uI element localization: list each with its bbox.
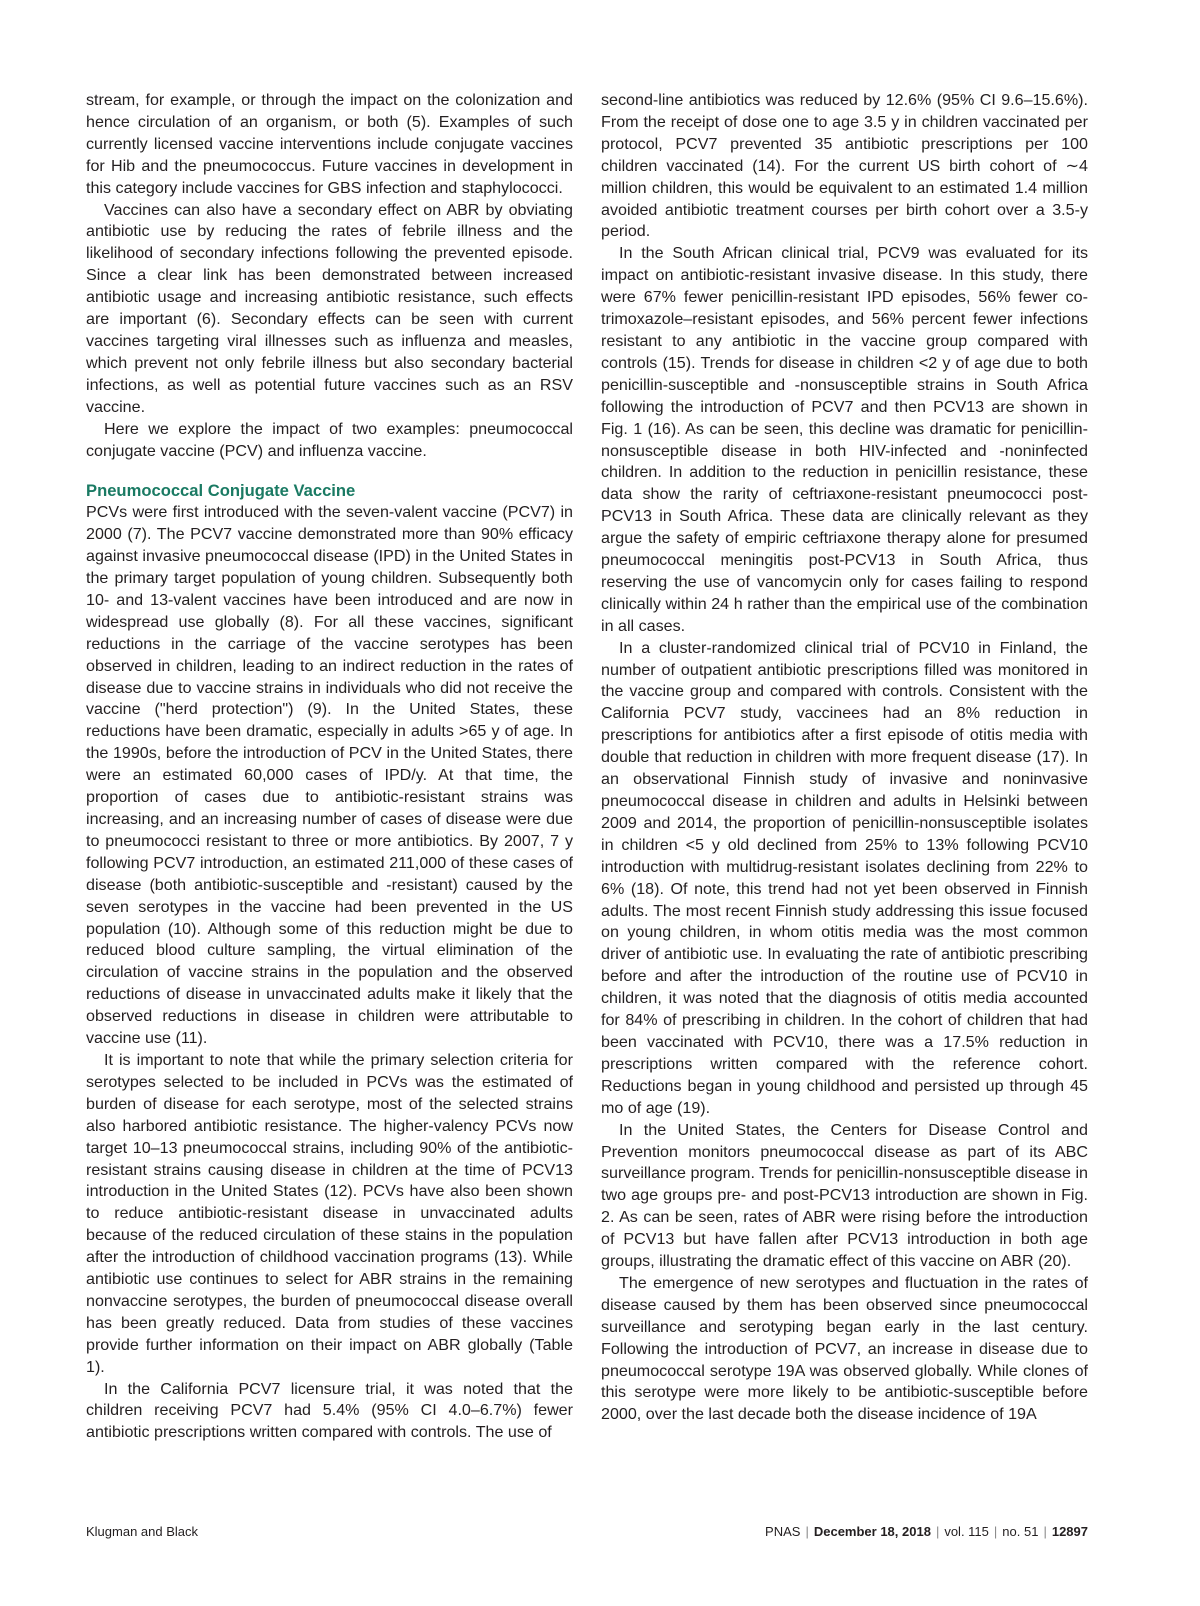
left-column [86, 90, 573, 1444]
paragraph: In the California PCV7 licensure trial, it was noted that the children receiving PCV7 had 5.4% (95% CI 4.0–6.7%) fewer antibiotic prescriptions written compared with controls. The use of [86, 1379, 573, 1442]
paragraph: Here we explore the impact of two examples: pneumococcal conjugate vaccine (PCV) and influenza vaccine. [86, 419, 573, 460]
issue-date: December 18, 2018 [813, 1524, 931, 1539]
paragraph: In the South African clinical trial, PCV9 was evaluated for its impact on antibiotic-resistant invasive disease. In this study, there were 67% fewer penicillin-resistant IPD episodes, 56% fewer co-trimoxazole–resistant episodes, and 56% percent fewer infections resistant to any antibiotic in the vaccine group compared with controls (15). Trends for disease in children <2 y of age due to both penicillin-susceptible and -nonsusceptible strains in South Africa following the introduction of PCV7 and then PCV13 are shown in Fig. 1 (16). As can be seen, this decline was dramatic for penicillin-nonsusceptible disease in both HIV-infected and -noninfected children. In addition to the reduction in penicillin resistance, these data show the rarity of ceftriaxone-resistant pneumococci post-PCV13 in South Africa. These data are clinically relevant as they argue the safety of empiric ceftriaxone therapy alone for presumed pneumococcal meningitis post-PCV13 in South Africa, thus reserving the use of vancomycin only for cases failing to respond clinically within 24 h rather than the empirical use of the combination in all cases. [601, 244, 1088, 635]
footer-citation [765, 1522, 1088, 1542]
volume: vol. 115 [944, 1524, 989, 1539]
page-number: 12897 [1051, 1524, 1088, 1539]
separator: | [805, 1524, 809, 1539]
separator: | [935, 1524, 940, 1539]
paragraph: The emergence of new serotypes and fluctuation in the rates of disease caused by them has been observed since pneumococcal surveillance and serotyping began early in the last century. Following the introduction of PCV7, an increase in disease due to pneumococcal serotype 19A was observed globally. While clones of this serotype were more likely to be antibiotic-susceptible before 2000, over the last decade both the disease incidence of 19A [601, 1273, 1088, 1424]
paragraph: Vaccines can also have a secondary effect on ABR by obviating antibiotic use by reducing the rates of febrile illness and the likelihood of secondary infections following the prevented episode. Since a clear link has been demonstrated between increased antibiotic usage and increasing antibiotic resistance, such effects are important (6). Secondary effects can be seen with current vaccines targeting viral illnesses such as influenza and measles, which prevent not only febrile illness but also secondary bacterial infections, as well as potential future vaccines such as an RSV vaccine. [86, 200, 573, 416]
footer-authors: Klugman and Black [86, 1524, 199, 1539]
separator: | [993, 1524, 998, 1539]
page-footer [86, 1522, 1088, 1542]
separator: | [1043, 1524, 1047, 1539]
issue-number: no. 51 [1002, 1524, 1039, 1539]
paragraph: stream, for example, or through the impact on the colonization and hence circulation of an organism, or both (5). Examples of such currently licensed vaccine interventions include conjugate vaccines for Hib and the pneumococcus. Future vaccines in development in this category include vaccines for GBS infection and staphylococci. [86, 91, 573, 197]
section-heading: Pneumococcal Conjugate Vaccine [86, 481, 356, 501]
journal-name: PNAS [765, 1524, 801, 1539]
right-column [601, 90, 1088, 1426]
paragraph: It is important to note that while the primary selection criteria for serotypes selected to be included in PCVs was the estimated of burden of disease for each serotype, most of the selected strains also harbored antibiotic resistance. The higher-valency PCVs now target 10–13 pneumococcal strains, including 90% of the antibiotic-resistant strains causing disease in children at the time of PCV13 introduction in the United States (12). PCVs have also been shown to reduce antibiotic-resistant disease in unvaccinated adults because of the reduced circulation of these stains in the population after the introduction of childhood vaccination programs (13). While antibiotic use continues to select for ABR strains in the remaining nonvaccine serotypes, the burden of pneumococcal disease overall has been greatly reduced. Data from studies of these vaccines provide further information on their impact on ABR globally (Table 1). [86, 1050, 573, 1376]
paragraph: In a cluster-randomized clinical trial of PCV10 in Finland, the number of outpatient antibiotic prescriptions filled was monitored in the vaccine group and compared with controls. Consistent with the California PCV7 study, vaccinees had an 8% reduction in prescriptions for antibiotics after a first episode of otitis media with double that reduction in children with more frequent disease (17). In an observational Finnish study of invasive and noninvasive pneumococcal disease in children and adults in Helsinki between 2009 and 2014, the proportion of penicillin-nonsusceptible isolates in children <5 y old declined from 25% to 13% following PCV10 introduction with multidrug-resistant isolates declining from 22% to 6% (18). Of note, this trend had not yet been observed in Finnish adults. The most recent Finnish study addressing this issue focused on young children, in whom otitis media was the most common driver of antibiotic use. In evaluating the rate of antibiotic prescribing before and after the introduction of the routine use of PCV10 in children, it was noted that the diagnosis of otitis media accounted for 84% of prescribing in children. In the cohort of children that had been vaccinated with PCV10, there was a 17.5% reduction in prescriptions written compared with the reference cohort. Reductions began in young childhood and persisted up through 45 mo of age (19). [601, 638, 1088, 1117]
paragraph: In the United States, the Centers for Disease Control and Prevention monitors pneumococcal disease as part of its ABC surveillance program. Trends for penicillin-nonsusceptible disease in two age groups pre- and post-PCV13 introduction are shown in Fig. 2. As can be seen, rates of ABR were rising before the introduction of PCV13 but have fallen after PCV13 introduction in both age groups, illustrating the dramatic effect of this vaccine on ABR (20). [601, 1120, 1088, 1271]
paragraph: PCVs were first introduced with the seven-valent vaccine (PCV7) in 2000 (7). The PCV7 vaccine demonstrated more than 90% efficacy against invasive pneumococcal disease (IPD) in the United States in the primary target population of young children. Subsequently both 10- and 13-valent vaccines have been introduced and are now in widespread use globally (8). For all these vaccines, significant reductions in the carriage of the vaccine serotypes has been observed in children, leading to an indirect reduction in the rates of disease due to vaccine strains in individuals who did not receive the vaccine ("herd protection") (9). In the United States, these reductions have been dramatic, especially in adults >65 y of age. In the 1990s, before the introduction of PCV in the United States, there were an estimated 60,000 cases of IPD/y. At that time, the proportion of cases due to antibiotic-resistant strains was increasing, and an increasing number of cases of disease were due to pneumococci resistant to three or more antibiotics. By 2007, 7 y following PCV7 introduction, an estimated 211,000 of these cases of disease (both antibiotic-susceptible and -resistant) caused by the seven serotypes in the vaccine had been prevented in the US population (10). Although some of this reduction might be due to reduced blood culture sampling, the virtual elimination of the circulation of vaccine strains in the population and the observed reductions of disease in unvaccinated adults make it likely that the observed reductions in disease in children were attributable to vaccine use (11). [86, 503, 573, 1048]
paragraph: second-line antibiotics was reduced by 12.6% (95% CI 9.6–15.6%). From the receipt of dose one to age 3.5 y in children vaccinated per protocol, PCV7 prevented 35 antibiotic prescriptions per 100 children vaccinated (14). For the current US birth cohort of ∼4 million children, this would be equivalent to an estimated 1.4 million avoided antibiotic treatment courses per birth cohort over a 3.5-y period. [601, 91, 1088, 241]
